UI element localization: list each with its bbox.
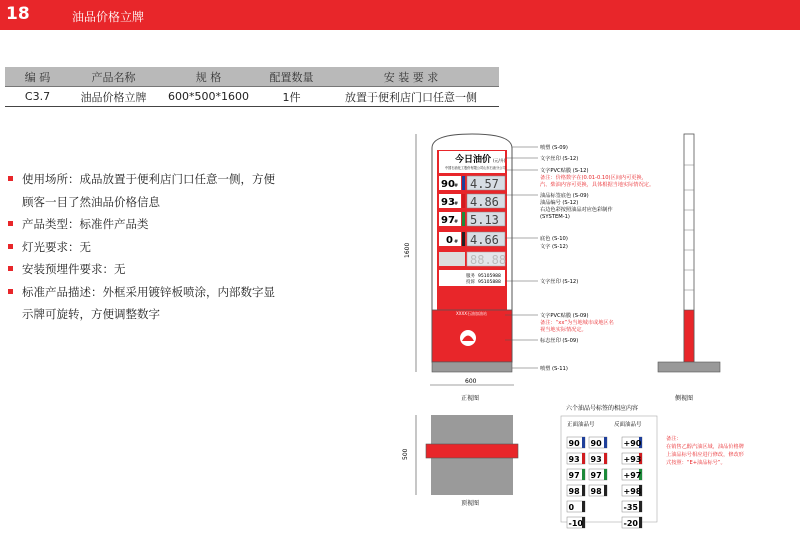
annotation: 文字PVC贴膜 (S-09) (540, 313, 589, 319)
back-label: +98 (623, 487, 642, 496)
depth-dim: 500 (402, 448, 409, 460)
front-label: 97 (568, 471, 580, 480)
side-base (684, 310, 694, 362)
front-label: 93 (568, 455, 580, 464)
price-value: 5.13 (470, 213, 499, 227)
grade-number: 0 (446, 235, 453, 246)
back-label: -20 (623, 519, 638, 528)
annotation: 文字丝印 (S-12) (540, 156, 579, 162)
grade-suffix: # (454, 201, 459, 207)
grade-suffix: # (454, 239, 459, 245)
front-label: 98 (590, 487, 602, 496)
front-label-strip (582, 485, 585, 496)
page-number: 18 (6, 4, 30, 24)
bullet-usage-cont: 顾客一目了然油品价格信息 (22, 194, 160, 209)
labels-title: 六个油品号标签的相应内容 (566, 405, 639, 412)
front-label-strip (582, 453, 585, 464)
back-label-strip (639, 501, 642, 512)
front-label-strip (604, 485, 607, 496)
front-label: -10 (568, 519, 583, 528)
back-label: -35 (623, 503, 638, 512)
sign-subtitle: 中国石油化工股份有限公司山东石油分公司 (445, 166, 506, 170)
annotation: 文字PVC贴膜 (S-12) (540, 168, 589, 174)
price-row-93 (439, 194, 505, 209)
price-value: 4.86 (470, 195, 499, 209)
top-caption: 顶视图 (461, 500, 480, 507)
annotation-note: 汽、柴油内容可更换，具体根据当地实际情况定。 (540, 182, 655, 188)
spec-header-install: 安 装 要 求 (323, 67, 499, 87)
spec-name: 油品价格立牌 (70, 87, 157, 107)
annotation: 喷塑 (S-09) (540, 145, 568, 151)
back-label-strip (639, 517, 642, 528)
annotation: 文字 (S-12) (540, 244, 568, 250)
spec-header-name: 产品名称 (70, 67, 157, 87)
sign-plinth (432, 362, 512, 372)
grade-number: 90 (441, 179, 455, 190)
grade-labels-section (561, 404, 745, 528)
side-caption: 侧视图 (675, 395, 694, 402)
spec-install: 放置于便利店门口任意一侧 (323, 87, 499, 107)
front-label: 90 (568, 439, 580, 448)
annotation-note: 备注：价格数字在(0.01-0.10)区间内可更换， (540, 175, 647, 181)
annotations (540, 143, 654, 372)
annotation: 右边色彩按照油品对应色彩制作 (540, 207, 613, 213)
front-label: 93 (590, 455, 602, 464)
bullet-desc: 标准产品描述：外框采用镀锌板喷涂，内部数字显 (8, 281, 275, 304)
phone1-label: 服务 (466, 274, 475, 279)
grade-suffix: # (454, 219, 459, 225)
annotation: 喷塑 (S-11) (540, 366, 568, 372)
price-value: 4.57 (470, 177, 499, 191)
annotation: 底色 (S-10) (540, 236, 568, 242)
bullet-usage: 使用场所：成品放置于便利店门口任意一侧，方便 (8, 168, 275, 191)
bullet-light: 灯光要求：无 (8, 236, 275, 259)
bullet-embed: 安装预埋件要求：无 (8, 258, 275, 281)
top-view (402, 415, 518, 507)
page-title: 油品价格立牌 (72, 10, 145, 24)
annotation-note: 视当地实际情况定。 (540, 327, 587, 333)
front-label-strip (604, 469, 607, 480)
labels-col-back: 反面油品号 (614, 422, 642, 428)
bullet-type: 产品类型：标准件产品类 (8, 213, 275, 236)
front-label-strip (582, 469, 585, 480)
spec-code: C3.7 (5, 87, 70, 107)
front-view (404, 134, 514, 402)
front-label-strip (604, 437, 607, 448)
front-label: 98 (568, 487, 580, 496)
front-label-strip (604, 453, 607, 464)
spec-header-qty: 配置数量 (260, 67, 323, 87)
grade-color-strip (462, 232, 465, 246)
annotation-note: 备注：“xx”为当地城市或地区名 (540, 320, 614, 326)
grade-number: 97 (441, 215, 455, 226)
back-label: +90 (623, 439, 642, 448)
spec-header-code: 编 码 (5, 67, 70, 87)
labels-col-front: 正面油品号 (567, 422, 595, 428)
price-row-97 (439, 212, 505, 227)
annotation: 油品标签底色 (S-09) (540, 193, 589, 199)
labels-note-line: 在销售乙醇汽油区域，油品价格牌 (666, 444, 744, 450)
grade-color-strip (462, 176, 465, 190)
price-value: 4.66 (470, 233, 499, 247)
labels-note-line: 备注： (666, 436, 682, 442)
front-label-strip (582, 437, 585, 448)
labels-note-line: 式按照：“E+油品标号”。 (666, 460, 726, 466)
annotation: 标志丝印 (S-09) (540, 338, 579, 344)
grade-color-strip (462, 212, 465, 226)
blank-grade-box (439, 252, 465, 266)
grade-number: 93 (441, 197, 455, 208)
spec-size: 600*500*1600 (157, 87, 260, 107)
front-label: 0 (568, 503, 575, 512)
back-label: +97 (623, 471, 642, 480)
side-view (658, 134, 720, 402)
phone2-label: 投诉 (466, 280, 475, 285)
front-label: 97 (590, 471, 602, 480)
labels-note (666, 434, 745, 466)
height-dim: 1600 (404, 242, 411, 258)
front-label-strip (582, 501, 585, 512)
spec-qty: 1件 (260, 87, 323, 107)
back-label: +93 (623, 455, 642, 464)
base-text: XXXX石油加油站 (456, 311, 487, 316)
blank-display-value: 88.88 (470, 253, 507, 267)
phone1: 95105988 (478, 274, 501, 279)
price-row-90 (439, 176, 505, 191)
annotation: 文字丝印 (S-12) (540, 279, 579, 285)
price-row-0 (439, 232, 505, 247)
annotation: 油品编号 (S-12) (540, 200, 579, 206)
top-red-band (426, 444, 518, 458)
labels-note-line: 上油品标号相应进行修改，修改形 (666, 452, 744, 458)
sign-unit: (元/升) (493, 158, 506, 163)
phone2: 95105888 (478, 280, 501, 285)
width-dim: 600 (465, 378, 477, 385)
front-label: 90 (590, 439, 602, 448)
grade-color-strip (462, 194, 465, 208)
bullet-desc-cont: 示牌可旋转，方便调整数字 (22, 307, 160, 321)
sign-title: 今日油价 (455, 155, 492, 165)
side-plinth (658, 362, 720, 372)
annotation: (SYSTEM-1) (540, 214, 570, 220)
grade-suffix: # (454, 183, 459, 189)
front-caption: 正视图 (461, 395, 480, 402)
spec-header-size: 规 格 (157, 67, 260, 87)
